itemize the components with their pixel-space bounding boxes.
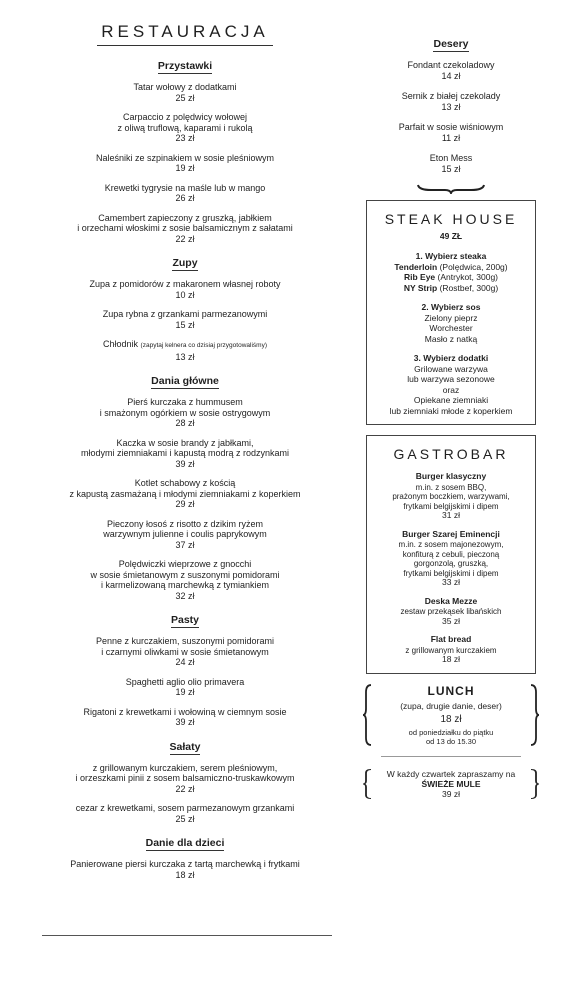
menu-item (30, 309, 340, 330)
lunch-desc: (zupa, drugie danie, deser) (400, 700, 502, 711)
section-title: Danie dla dzieci (145, 837, 225, 849)
item-name: Zupa rybna z grzankami parmezanowymi (102, 309, 268, 319)
dessert-item (366, 91, 536, 112)
restaurant-title: RESTAURACJA (97, 22, 272, 46)
right-brace-icon (530, 769, 540, 799)
lunch-note: od poniedziałku do piątku od 13 do 15.30 (408, 727, 494, 746)
item-price: 32 zł (175, 590, 195, 601)
gastrobar-list (373, 472, 529, 665)
desserts-list (366, 60, 536, 174)
item-price: 22 zł (175, 783, 195, 794)
dessert-name: Parfait w sosie wiśniowym (398, 122, 504, 132)
gastrobar-item-desc: m.in. z sosem majonezowym, konfiturą z cebuli, pieczoną gorgonzolą, gruszką, frytkami belgijskimi i dipem (398, 540, 504, 578)
side-option: lub ziemniaki młode z koperkiem (389, 405, 513, 416)
mule-name: ŚWIEŻE MULE (421, 778, 481, 789)
lunch-block (366, 684, 536, 746)
dessert-item (366, 122, 536, 143)
gastrobar-item-name: Burger klasyczny (415, 471, 487, 481)
menu-item (30, 112, 340, 144)
menu-item (30, 213, 340, 245)
item-name: Tatar wołowy z dodatkami (133, 82, 237, 92)
dessert-item (366, 153, 536, 174)
menu-item (30, 82, 340, 103)
dessert-price: 14 zł (441, 70, 461, 81)
bottom-divider (42, 935, 332, 936)
steak-house-box (366, 200, 536, 425)
item-price: 23 zł (175, 133, 195, 143)
item-name: Carpaccio z polędwicy wołowej z oliwą truflową, kaparami i rukolą (117, 112, 253, 133)
mule-price: 39 zł (442, 788, 460, 799)
steak-step-3 (373, 353, 529, 416)
gastrobar-item-name: Burger Szarej Eminencji (402, 528, 500, 539)
menu-item (30, 153, 340, 174)
dessert-price: 11 zł (441, 132, 461, 143)
brace-decoration-icon (417, 184, 485, 194)
gastrobar-box (366, 435, 536, 674)
item-name: Kotlet schabowy z kością z kapustą zasmażaną i młodymi ziemniakami z koperkiem (69, 478, 301, 499)
section-title: Pasty (170, 614, 200, 626)
menu-section (30, 56, 340, 244)
item-name: cezar z krewetkami, sosem parmezanowym grzankami (75, 803, 295, 813)
menu-item (30, 859, 340, 880)
menu-section (30, 610, 340, 728)
steak-house-title: STEAK HOUSE (384, 211, 518, 227)
item-price: 22 zł (175, 233, 195, 244)
item-price: 13 zł (175, 351, 195, 362)
item-name: Pieczony łosoś z risotto z dzikim ryżem warzywnym julienne i coulis paprykowym (103, 518, 267, 539)
dessert-price: 13 zł (441, 101, 461, 112)
item-price: 19 zł (175, 687, 195, 697)
section-title: Przystawki (157, 60, 213, 72)
item-name: Panierowane piersi kurczaka z tartą marchewką i frytkami (70, 859, 300, 869)
restaurant-column (30, 22, 340, 889)
menu-item (30, 677, 340, 698)
item-price: 25 zł (175, 813, 195, 824)
right-brace-icon (530, 684, 540, 746)
sauce-option: Masło z natką (424, 333, 478, 344)
steak-step-2 (373, 302, 529, 344)
menu-section (30, 253, 340, 362)
item-price: 39 zł (175, 458, 195, 469)
item-name: Naleśniki ze szpinakiem w sosie pleśniowym (95, 152, 275, 163)
steak-option: Tenderloin (Polędwica, 200g) (394, 261, 508, 272)
gastrobar-item-desc: zestaw przekąsek libańskich (400, 607, 502, 616)
item-price: 15 zł (175, 319, 195, 330)
gastrobar-item-price: 31 zł (442, 510, 460, 520)
side-option: lub warzywa sezonowe (407, 374, 495, 384)
steak-house-price: 49 ZŁ (439, 231, 463, 241)
gastrobar-item-price: 18 zł (442, 654, 460, 664)
menu-item (30, 707, 340, 728)
gastrobar-item-price: 33 zł (442, 577, 460, 587)
mule-text: W każdy czwartek zapraszamy na (386, 768, 516, 779)
item-price: 37 zł (175, 539, 195, 550)
item-name: Chłodnik (103, 339, 139, 349)
side-option: Opiekane ziemniaki (413, 395, 489, 405)
left-brace-icon (362, 769, 372, 799)
lunch-price: 18 zł (440, 713, 462, 725)
steak-option: NY Strip (Rostbef, 300g) (403, 282, 499, 293)
menu-item (30, 803, 340, 824)
gastrobar-item (373, 597, 529, 627)
menu-section (30, 833, 340, 880)
menu-item (30, 519, 340, 551)
item-name: Zupa z pomidorów z makaronem własnej roboty (89, 279, 281, 289)
step-2-title: 2. Wybierz sos (421, 302, 481, 312)
item-name: Spaghetti aglio olio primavera (125, 676, 245, 687)
item-name: Camembert zapieczony z gruszką, jabłkiem i orzechami włoskimi z sosie balsamicznym z sałatami (77, 212, 293, 233)
menu-item (30, 183, 340, 204)
side-option: oraz (442, 384, 460, 395)
menu-item (30, 438, 340, 470)
side-option: Grilowane warzywa (414, 363, 488, 374)
item-price: 26 zł (175, 193, 195, 203)
item-price: 19 zł (175, 163, 195, 173)
step-3-title: 3. Wybierz dodatki (413, 353, 489, 363)
menu-item (30, 559, 340, 601)
item-name: Krewetki tygrysie na maśle lub w mango (104, 182, 266, 193)
menu-item (30, 279, 340, 300)
gastrobar-item-name: Deska Mezze (424, 595, 478, 606)
item-price: 29 zł (175, 499, 195, 509)
dessert-name: Fondant czekoladowy (407, 60, 495, 70)
left-brace-icon (362, 684, 372, 746)
desserts-title: Desery (433, 38, 469, 50)
lunch-divider (381, 756, 521, 757)
item-name: Pierś kurczaka z hummusem i smażonym ogórkiem w sosie ostrygowym (99, 397, 271, 418)
steak-option: Rib Eye (Antrykot, 300g) (403, 272, 499, 282)
item-price: 24 zł (175, 657, 195, 667)
item-name: Kaczka w sosie brandy z jabłkami, młodymi ziemniakami i kapustą modrą z rodzynkami (80, 437, 290, 458)
item-price: 25 zł (175, 92, 195, 103)
restaurant-sections (30, 56, 340, 880)
dessert-item (366, 60, 536, 81)
lunch-title: LUNCH (427, 683, 475, 698)
item-note: (zapytaj kelnera co dzisiaj przygotowaliśmy) (140, 342, 267, 349)
item-price: 18 zł (175, 869, 195, 880)
gastrobar-item (373, 472, 529, 521)
gastrobar-title: GASTROBAR (393, 446, 509, 462)
step-1-title: 1. Wybierz steaka (415, 251, 487, 261)
menu-item (30, 397, 340, 429)
dessert-name: Sernik z białej czekolady (401, 91, 501, 101)
sauce-option: Worchester (429, 323, 473, 333)
dessert-name: Eton Mess (429, 153, 473, 163)
item-name: Polędwiczki wieprzowe z gnocchi w sosie śmietanowym z suszonymi pomidorami i karmelizowaną marchewką z tymiankiem (90, 559, 280, 590)
gastrobar-item-desc: z grillowanym kurczakiem (405, 645, 497, 655)
menu-item (30, 763, 340, 795)
menu-section (30, 371, 340, 601)
item-price: 39 zł (175, 717, 195, 727)
item-name: Rigatoni z krewetkami i wołowiną w ciemnym sosie (83, 706, 287, 717)
menu-item (30, 339, 340, 362)
item-name: Penne z kurczakiem, suszonymi pomidorami i czarnymi oliwkami w sosie śmietanowym (95, 636, 275, 657)
section-title: Sałaty (169, 740, 201, 753)
gastrobar-item (373, 530, 529, 588)
sauce-option: Zielony pieprz (424, 312, 478, 323)
item-name: z grillowanym kurczakiem, serem pleśniowym, i orzeszkami pinii z sosem balsamiczno-truskawkowym (75, 762, 295, 783)
mule-promo (380, 769, 522, 799)
menu-item (30, 636, 340, 668)
dessert-price: 15 zł (441, 163, 461, 174)
gastrobar-item-price: 35 zł (442, 615, 460, 626)
menu-item (30, 478, 340, 510)
item-price: 10 zł (175, 289, 195, 300)
menu-section (30, 737, 340, 825)
right-column (366, 34, 536, 807)
steak-step-1 (373, 251, 529, 293)
section-title: Zupy (172, 257, 198, 269)
gastrobar-item-desc: m.in. z sosem BBQ, prażonym boczkiem, warzywami, frytkami belgijskimi i dipem (392, 482, 510, 511)
gastrobar-item-name: Flat bread (430, 634, 472, 644)
mule-block (366, 769, 536, 799)
item-price: 28 zł (175, 418, 195, 428)
gastrobar-item (373, 635, 529, 665)
section-title: Dania główne (151, 375, 219, 387)
